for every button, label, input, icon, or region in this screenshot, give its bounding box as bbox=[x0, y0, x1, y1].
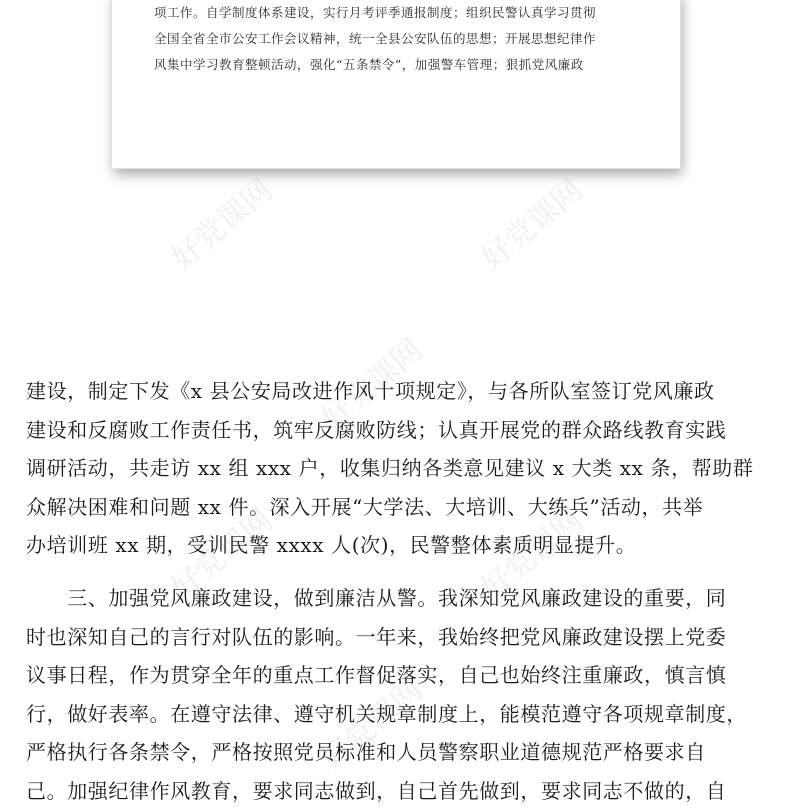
card-line: 风集中学习教育整顿活动，强化“五条禁令”，加强警车管理；狠抓党风廉政 bbox=[154, 57, 584, 72]
watermark: 好党课网 bbox=[165, 172, 280, 277]
watermark: 好党课网 bbox=[315, 672, 430, 777]
watermark: 好党课网 bbox=[475, 502, 590, 607]
watermark: 好党课网 bbox=[315, 332, 430, 437]
text-line: 时也深知自己的言行对队伍的影响。一年来，我始终把党风廉政建设摆上党委 bbox=[26, 624, 727, 649]
text-line: 三、加强党风廉政建设，做到廉洁从警。我深知党风廉政建设的重要，同 bbox=[26, 585, 727, 610]
text-line: 严格执行各条禁令，严格按照党员标准和人员警察职业道德规范严格要求自 bbox=[26, 740, 706, 765]
paragraph-gap bbox=[26, 565, 776, 579]
card-line: 项工作。自学制度体系建设，实行月考评季通报制度；组织民警认真学习贯彻 bbox=[154, 5, 597, 20]
text-line: 办培训班 xx 期，受训民警 xxxx 人(次)，民警整体素质明显提升。 bbox=[26, 533, 637, 558]
card-text bbox=[154, 0, 654, 78]
text-line: 议事日程，作为贯穿全年的重点工作督促落实，自己也始终注重廉政，慎言慎 bbox=[26, 663, 727, 688]
text-line: 己。加强纪律作风教育，要求同志做到，自己首先做到，要求同志不做的，自 bbox=[26, 778, 727, 803]
page-preview-card bbox=[112, 0, 680, 168]
text-line: 建设和反腐败工作责任书，筑牢反腐败防线；认真开展党的群众路线教育实践 bbox=[26, 417, 727, 442]
text-line: 行，做好表率。在遵守法律、遵守机关规章制度上，能模范遵守各项规章制度， bbox=[26, 701, 747, 726]
text-line: 众解决困难和问题 xx 件。深入开展“大学法、大培训、大练兵”活动，共举 bbox=[26, 494, 704, 519]
text-line: 建设，制定下发《x 县公安局改进作风十项规定》，与各所队室签订党风廉政 bbox=[26, 379, 715, 403]
text-line: 调研活动，共走访 xx 组 xxx 户，收集归纳各类意见建议 x 大类 xx 条，帮助群 bbox=[26, 456, 754, 481]
document-body bbox=[26, 372, 776, 811]
watermark: 好党课网 bbox=[475, 172, 590, 277]
card-line: 全国全省全市公安工作会议精神，统一全县公安队伍的思想；开展思想纪律作 bbox=[154, 31, 597, 46]
watermark: 好党课网 bbox=[165, 502, 280, 607]
